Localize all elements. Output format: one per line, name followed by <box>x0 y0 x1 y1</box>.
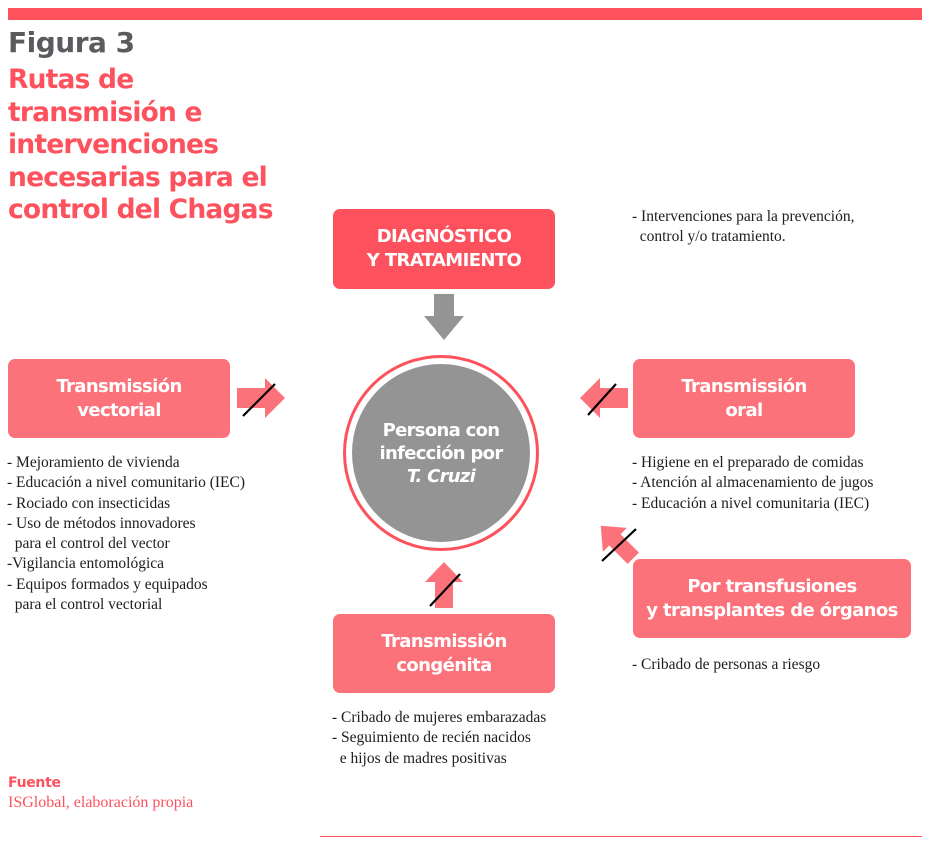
source-text: ISGlobal, elaboración propia <box>8 794 194 811</box>
figure-label: Figura 3 <box>8 26 135 59</box>
node-label-line: Transmissión <box>381 630 507 652</box>
intervention-item: - Seguimiento de recién nacidos <box>332 729 531 747</box>
oral-interventions <box>632 453 873 514</box>
congenita-interventions <box>332 708 546 769</box>
center-label-line: infección por <box>379 442 503 464</box>
node-label-line: y transplantes de órganos <box>646 599 898 621</box>
figure-title: Rutas de transmisión e intervenciones necesarias para el control del Chagas <box>8 64 273 225</box>
bottom-divider <box>320 836 922 837</box>
intervention-item: - Educación a nivel comunitario (IEC) <box>7 474 246 492</box>
vectorial-interventions <box>7 453 245 615</box>
intervention-item: e hijos de madres positivas <box>332 749 507 767</box>
intervention-item: para el control vectorial <box>7 596 163 614</box>
node-transfusiones-transplantes <box>633 559 911 638</box>
top-accent-bar <box>8 8 922 20</box>
intervention-item: - Mejoramiento de vivienda <box>7 454 180 471</box>
intervention-item: - Cribado de personas a riesgo <box>632 656 821 673</box>
down-arrow-icon <box>424 294 464 340</box>
transfusiones-interventions <box>632 655 820 675</box>
up-left-arrow-blocked-icon <box>594 519 640 565</box>
legend-note <box>632 207 855 248</box>
node-transmision-congenita <box>333 614 555 693</box>
intervention-item: para el control del vector <box>7 535 170 553</box>
intervention-item: - Equipos formados y equipados <box>7 575 208 593</box>
intervention-item: - Higiene en el preparado de comidas <box>632 454 864 471</box>
node-transmision-vectorial <box>8 359 230 438</box>
left-arrow-blocked-icon <box>580 378 628 418</box>
source-label: Fuente <box>8 775 61 791</box>
up-arrow-blocked-icon <box>425 562 463 608</box>
node-label-line: oral <box>725 399 763 421</box>
intervention-item: - Atención al almacenamiento de jugos <box>632 474 874 492</box>
node-diagnostico-tratamiento <box>333 209 555 289</box>
node-label-line: Transmissión <box>681 375 807 397</box>
intervention-item: - Rociado con insecticidas <box>7 494 171 512</box>
center-node-persona-infectada <box>343 355 539 551</box>
node-label-line: Y TRATAMIENTO <box>366 250 522 271</box>
intervention-item: - Cribado de mujeres embarazadas <box>332 709 547 726</box>
legend-note-line: - Intervenciones para la prevención, <box>632 208 855 225</box>
center-label-species: T. Cruzi <box>406 465 476 487</box>
node-label-line: DIAGNÓSTICO <box>376 226 512 247</box>
node-label-line: Por transfusiones <box>687 575 857 597</box>
intervention-item: - Uso de métodos innovadores <box>7 514 196 532</box>
intervention-item: - Educación a nivel comunitaria (IEC) <box>632 494 870 512</box>
center-label-line: Persona con <box>382 419 500 441</box>
legend-note-line: control y/o tratamiento. <box>632 228 786 246</box>
node-label-line: congénita <box>396 654 492 676</box>
intervention-item: -Vigilancia entomológica <box>7 555 165 573</box>
node-transmision-oral <box>633 359 855 438</box>
right-arrow-blocked-icon <box>237 378 285 418</box>
node-label-line: Transmissión <box>56 375 182 397</box>
node-label-line: vectorial <box>77 399 161 421</box>
